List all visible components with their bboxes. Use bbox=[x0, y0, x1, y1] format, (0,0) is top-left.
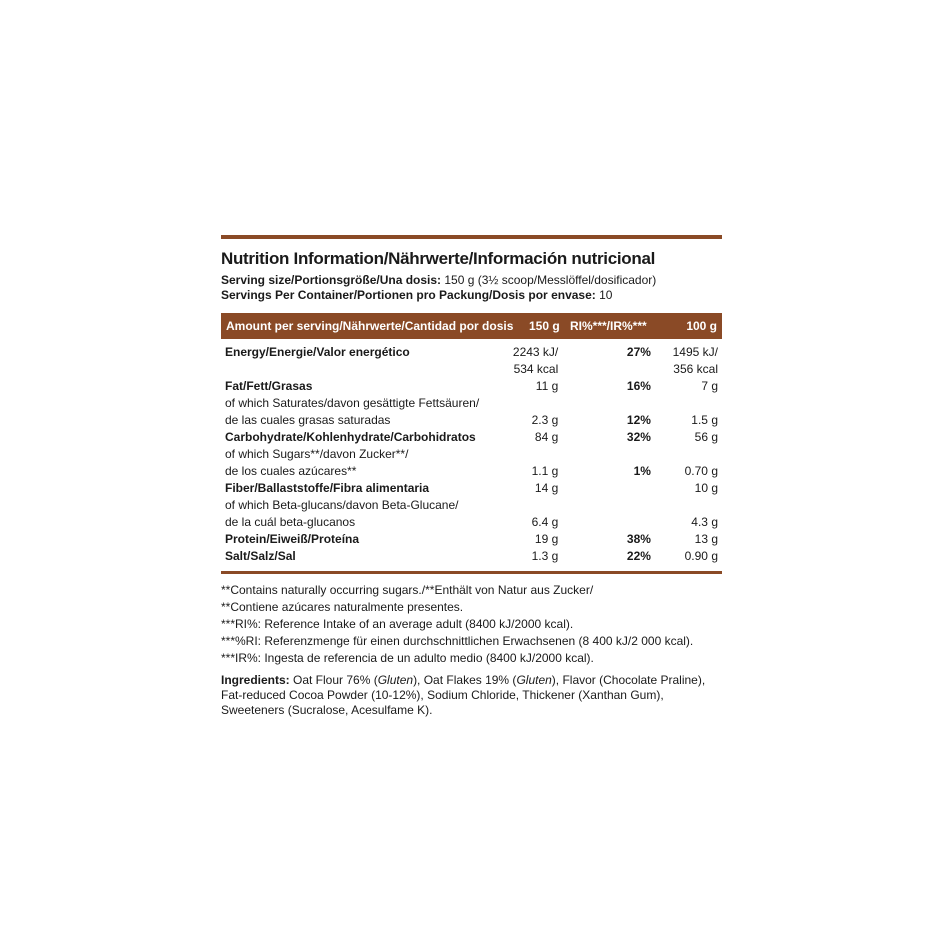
row-label-betaglucans: of which Beta-glucans/davon Beta-Glucane/ de la cuál beta-glucanos bbox=[225, 498, 459, 529]
carbs-ri: 32% bbox=[626, 430, 651, 444]
table-row bbox=[221, 344, 722, 378]
table-row bbox=[221, 548, 722, 565]
row-label-protein: Protein/Eiweiß/Proteína bbox=[225, 532, 360, 546]
saturates-ri: 12% bbox=[626, 413, 651, 427]
table-row bbox=[221, 480, 722, 497]
saturates-100g: 1.5 g bbox=[691, 413, 718, 427]
row-label-carbs: Carbohydrate/Kohlenhydrate/Carbohidratos bbox=[225, 430, 476, 444]
header-150g: 150 g bbox=[529, 319, 560, 333]
table-row bbox=[221, 531, 722, 548]
fat-ri: 16% bbox=[626, 379, 651, 393]
betaglucans-100g: 4.3 g bbox=[691, 515, 718, 529]
carbs-150g: 84 g bbox=[534, 430, 559, 444]
nutrition-panel bbox=[221, 235, 722, 718]
betaglucans-150g: 6.4 g bbox=[531, 515, 559, 529]
row-label-fat: Fat/Fett/Grasas bbox=[225, 379, 313, 393]
sugars-ri: 1% bbox=[633, 464, 651, 478]
footnote: ***IR%: Ingesta de referencia de un adulto medio (8400 kJ/2000 kcal). bbox=[221, 651, 594, 665]
carbs-100g: 56 g bbox=[694, 430, 718, 444]
header-ri: RI%***/IR%*** bbox=[570, 319, 647, 333]
table-row bbox=[221, 395, 722, 429]
salt-ri: 22% bbox=[626, 549, 651, 563]
footnotes bbox=[221, 582, 722, 667]
header-amount: Amount per serving/Nährwerte/Cantidad por dosis bbox=[226, 319, 514, 333]
energy-150g: 2243 kJ/ 534 kcal bbox=[512, 345, 559, 376]
table-header bbox=[221, 313, 722, 339]
serving-size: Serving size/Portionsgröße/Una dosis: 150 g (3½ scoop/Messlöffel/dosificador) bbox=[221, 273, 657, 287]
row-label-energy: Energy/Energie/Valor energético bbox=[225, 345, 410, 359]
fiber-100g: 10 g bbox=[694, 481, 718, 495]
salt-150g: 1.3 g bbox=[531, 549, 559, 563]
energy-ri: 27% bbox=[626, 345, 651, 359]
fiber-ri bbox=[558, 480, 651, 497]
row-label-sugars: of which Sugars**/davon Zucker**/ de los cuales azúcares** bbox=[225, 447, 409, 478]
nutrition-table bbox=[221, 344, 722, 565]
fiber-150g: 14 g bbox=[534, 481, 559, 495]
row-label-salt: Salt/Salz/Sal bbox=[225, 549, 296, 563]
saturates-150g: 2.3 g bbox=[531, 413, 559, 427]
sugars-150g: 1.1 g bbox=[531, 464, 559, 478]
protein-150g: 19 g bbox=[534, 532, 559, 546]
salt-100g: 0.90 g bbox=[684, 549, 718, 563]
footnote: **Contiene azúcares naturalmente presentes. bbox=[221, 600, 464, 614]
row-label-fiber: Fiber/Ballaststoffe/Fibra alimentaria bbox=[225, 481, 430, 495]
serving-info bbox=[221, 273, 722, 303]
table-row bbox=[221, 378, 722, 395]
top-rule bbox=[221, 235, 722, 239]
footnote: **Contains naturally occurring sugars./**Enthält von Natur aus Zucker/ bbox=[221, 583, 594, 597]
header-100g: 100 g bbox=[686, 319, 717, 333]
fat-150g: 11 g bbox=[535, 379, 559, 393]
table-row bbox=[221, 446, 722, 480]
table-row bbox=[221, 429, 722, 446]
ingredients-label: Ingredients: bbox=[221, 673, 290, 687]
protein-ri: 38% bbox=[626, 532, 651, 546]
row-label-saturates: of which Saturates/davon gesättigte Fettsäuren/ de las cuales grasas saturadas bbox=[225, 396, 480, 427]
sugars-100g: 0.70 g bbox=[684, 464, 718, 478]
fat-100g: 7 g bbox=[701, 379, 718, 393]
protein-100g: 13 g bbox=[694, 532, 718, 546]
ingredients: Ingredients: Oat Flour 76% (Gluten), Oat Flakes 19% (Gluten), Flavor (Chocolate Praline), Fat-reduced Cocoa Powder (10-12%), Sodium Chloride, Thickener (Xanthan Gum), Sweeteners (Sucralose, Acesulfame K). bbox=[221, 673, 706, 717]
bottom-rule bbox=[221, 571, 722, 574]
betaglucans-ri bbox=[558, 497, 651, 531]
footnote: ***%RI: Referenzmenge für einen durchschnittlichen Erwachsenen (8 400 kJ/2 000 kcal). bbox=[221, 634, 694, 648]
energy-100g: 1495 kJ/ 356 kcal bbox=[672, 345, 718, 376]
panel-title: Nutrition Information/Nährwerte/Información nutricional bbox=[221, 249, 656, 268]
footnote: ***RI%: Reference Intake of an average adult (8400 kJ/2000 kcal). bbox=[221, 617, 574, 631]
table-row bbox=[221, 497, 722, 531]
servings-per-container: Servings Per Container/Portionen pro Packung/Dosis por envase: 10 bbox=[221, 288, 613, 302]
